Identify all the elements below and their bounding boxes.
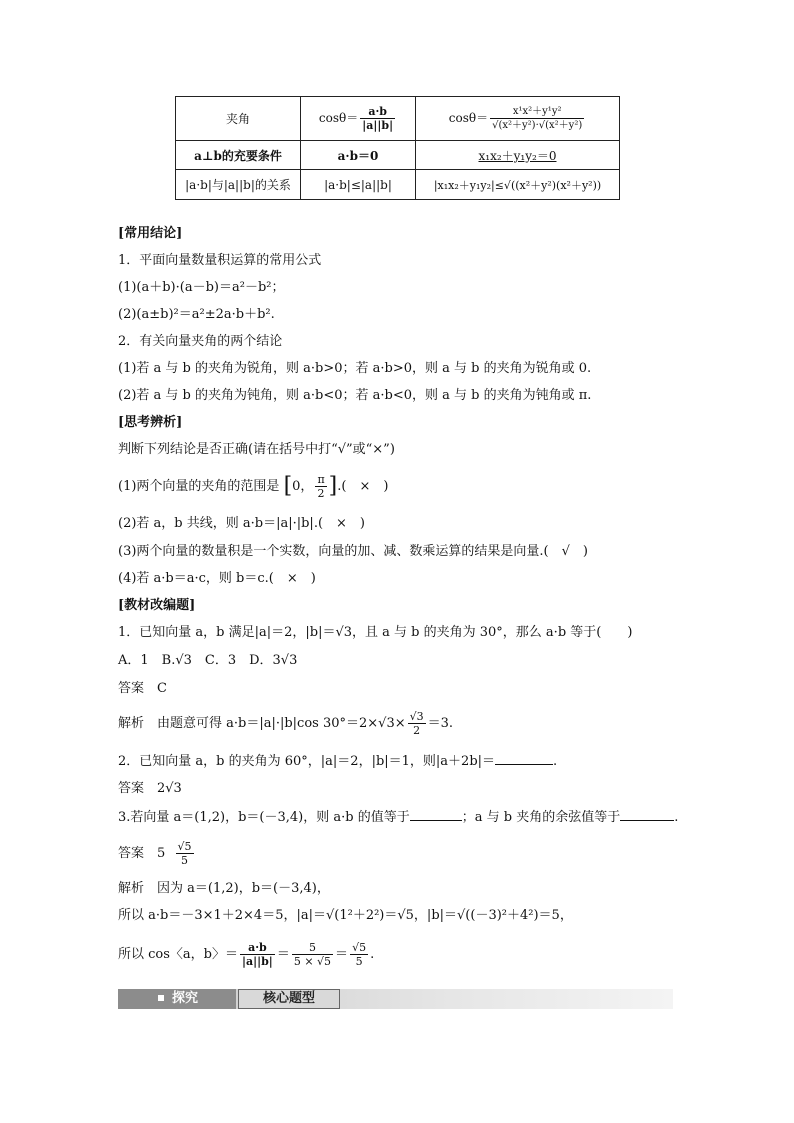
row-perp-label: a⊥b的充要条件 [176,140,301,170]
row-ineq-coord: |x₁x₂＋y₁y₂|≤√((x²＋y²)(x²＋y²)) [416,170,620,200]
common-2-1: (1)若 a 与 b 的夹角为锐角，则 a·b>0；若 a·b>0，则 a 与 b 的夹角为锐角或 0. [118,361,592,376]
question-2-answer: 答案 2√3 [118,781,182,796]
row-ineq-label: |a·b|与|a||b|的关系 [176,170,301,200]
think-3: (3)两个向量的数量积是一个实数，向量的加、减、数乘运算的结果是向量.( √ ) [118,544,588,559]
square-icon [158,995,164,1001]
answer-blank[interactable] [410,808,462,821]
question-1-options: A．1 B.√3 C．3 D．3√3 [118,653,298,668]
question-3-expl-1: 解析 因为 a＝(1,2)，b＝(－3,4)， [118,881,330,896]
think-2: (2)若 a，b 共线，则 a·b＝|a|·|b|.( × ) [118,516,365,531]
row-perp-vector: a·b＝0 [301,140,416,170]
banner-right: 核心题型 [238,989,340,1009]
question-2: 2．已知向量 a，b 的夹角为 60°，|a|＝2，|b|＝1，则|a＋2b|＝ . [118,754,558,769]
think-intro: 判断下列结论是否正确(请在括号中打“√”或“×”) [118,442,395,457]
question-3-expl-3: 所以 cos〈a，b〉＝ $\frac{a\cdot b}{|a||b|}$ ＝ $\frac{5}{5 \times √5}$ ＝ $\frac{√5}{5}$ . [118,941,375,968]
common-2: 2．有关向量夹角的两个结论 [118,334,283,349]
section-think: [思考辨析] [118,415,183,430]
row-angle-coord: cosθ＝ $\frac{\text{x¹x²＋y¹y²}}{\text{√(x²＋y²)·√(x²＋y²)}}$ [416,97,620,141]
vector-properties-table [175,96,620,200]
common-1: 1．平面向量数量积运算的常用公式 [118,253,322,268]
section-banner [118,989,673,1009]
row-ineq-vector: |a·b|≤|a||b| [301,170,416,200]
question-1: 1．已知向量 a，b 满足|a|＝2，|b|＝√3，且 a 与 b 的夹角为 30°，那么 a·b 等于( ) [118,625,633,640]
common-2-2: (2)若 a 与 b 的夹角为钝角，则 a·b<0；若 a·b<0，则 a 与 b 的夹角为钝角或 π. [118,388,592,403]
think-4: (4)若 a·b＝a·c，则 b＝c.( × ) [118,571,316,586]
question-3-answer: 答案 5 $\frac{√5}{5}$ [118,840,192,867]
question-3-expl-2: 所以 a·b＝－3×1＋2×4＝5，|a|＝√(1²＋2²)＝√5，|b|＝√((－3)²＋4²)＝5， [118,908,573,923]
question-1-explanation: 解析 由题意可得 a·b＝|a|·|b|cos 30°＝2×√3× $\frac{√3}{2}$ ＝3. [118,710,454,737]
question-3: 3.若向量 a＝(1,2)，b＝(－3,4)，则 a·b 的值等于 ；a 与 b 夹角的余弦值等于 . [118,810,679,825]
row-perp-coord: x₁x₂＋y₁y₂＝0 [416,140,620,170]
common-1-1: (1)(a＋b)·(a－b)＝a²－b²； [118,280,285,295]
section-textbook: [教材改编题] [118,598,196,613]
think-1: (1)两个向量的夹角的范围是 [0， $\frac{\pi}{2}$ ].( × ) [118,473,389,500]
answer-blank[interactable] [620,808,674,821]
answer-blank[interactable] [495,752,553,765]
question-1-answer: 答案 C [118,681,167,696]
banner-left: 探究 [118,989,236,1009]
common-1-2: (2)(a±b)²＝a²±2a·b＋b². [118,307,275,322]
row-angle-vector: cosθ＝ $\frac{a\cdot b}{|a||b|}$ [301,97,416,141]
section-common: [常用结论] [118,226,183,241]
row-angle-label: 夹角 [176,97,301,141]
